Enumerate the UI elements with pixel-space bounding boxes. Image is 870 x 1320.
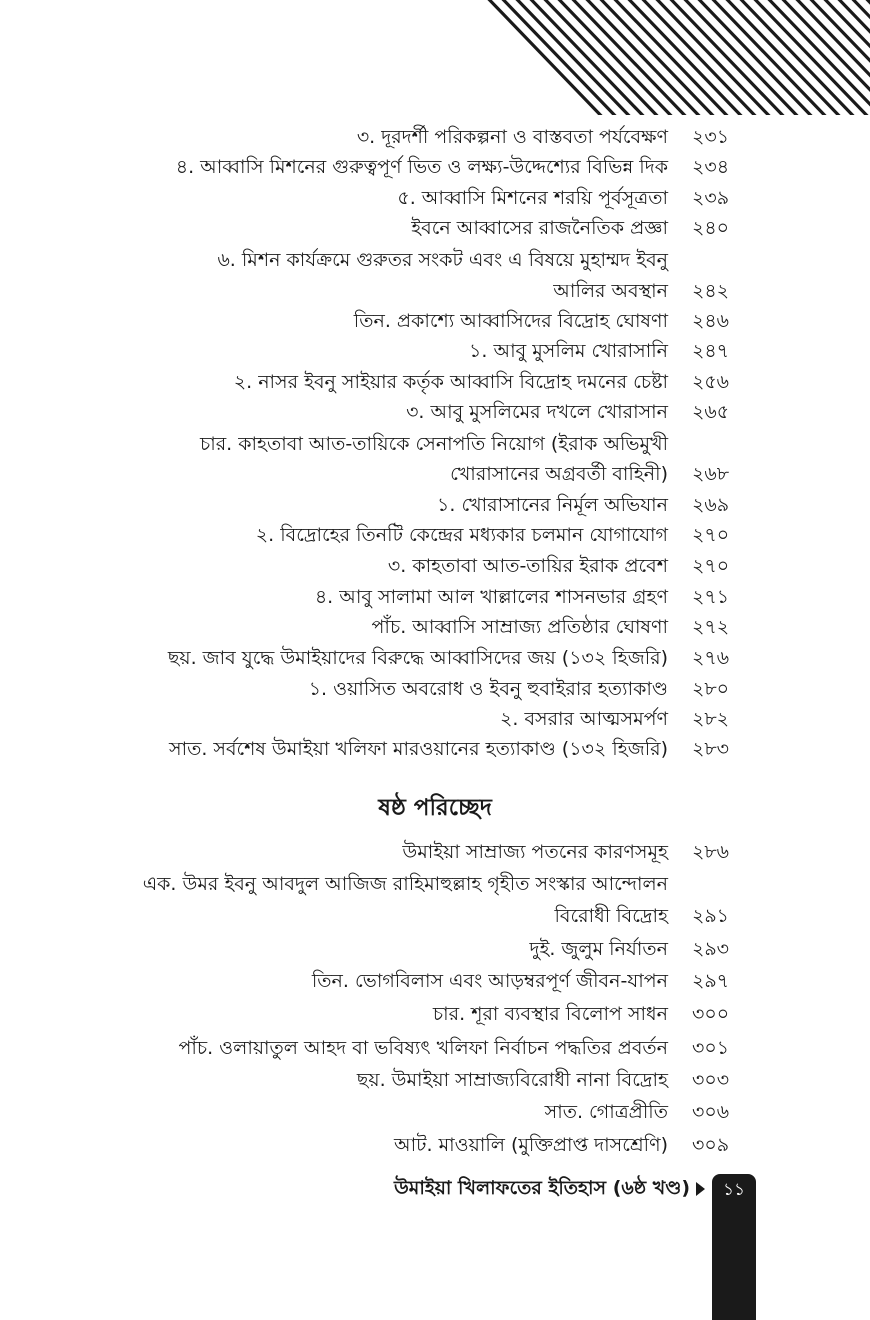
toc-page-number: ২৯৩ [692,938,730,960]
toc-page-number: ২৪০ [692,217,730,239]
toc-entry: ১. ওয়াসিত অবরোধ ও ইবনু হুবাইরার হত্যাকাণ্ড [308,678,668,700]
toc-entry: ১. খোরাসানের নির্মূল অভিযান [437,494,668,516]
toc-page-number: ৩০৬ [692,1101,730,1123]
toc-page-number: ২৩৪ [692,156,730,178]
page-number: ১১ [722,1180,746,1200]
toc-page-number: ৩০১ [692,1037,730,1059]
toc-entry: চার. কাহতাবা আত-তায়িকে সেনাপতি নিয়োগ (ইরাক অভিমুখী [199,433,668,455]
toc-page-number: ২৮৬ [692,841,730,863]
decorative-stripes [480,0,870,115]
toc-page-number: ২৪৬ [692,310,730,332]
toc-entry: পাঁচ. ওলায়াতুল আহদ বা ভবিষ্যৎ খলিফা নির্বাচন পদ্ধতির প্রবর্তন [178,1037,668,1059]
toc-page-number: ২৮২ [692,708,730,730]
triangle-right-icon [696,1182,705,1196]
toc-page-number: ২৪৭ [692,340,730,362]
toc-entry: উমাইয়া সাম্রাজ্য পতনের কারণসমূহ [402,841,668,863]
toc-entry: এক. উমর ইবনু আবদুল আজিজ রাহিমাহুল্লাহ গৃহীত সংস্কার আন্দোলন [142,873,668,895]
toc-entry: সাত. সর্বশেষ উমাইয়া খলিফা মারওয়ানের হত্যাকাণ্ড (১৩২ হিজরি) [169,738,668,760]
toc-entry: তিন. প্রকাশ্যে আব্বাসিদের বিদ্রোহ ঘোষণা [353,310,668,332]
toc-page-number: ২৬৮ [692,463,730,485]
toc-entry: পাঁচ. আব্বাসি সাম্রাজ্য প্রতিষ্ঠার ঘোষণা [371,616,668,638]
toc-entry: ইবনে আব্বাসের রাজনৈতিক প্রজ্ঞা [411,217,668,239]
toc-page-number: ২৫৬ [692,371,730,393]
toc-entry: ৫. আব্বাসি মিশনের শরয়ি পূর্বসূত্রতা [397,187,668,209]
toc-page-number: ২৯৭ [692,970,730,992]
toc-entry: ২. বসরার আত্মসমর্পণ [500,708,668,730]
chapter-heading: ষষ্ঠ পরিচ্ছেদ [378,795,492,821]
toc-entry: খোরাসানের অগ্রবর্তী বাহিনী) [450,463,668,485]
toc-entry: ৬. মিশন কার্যক্রমে গুরুতর সংকট এবং এ বিষয়ে মুহাম্মদ ইবনু [217,249,668,271]
toc-entry: আলির অবস্থান [553,280,668,302]
toc-entry: দুই. জুলুম নির্যাতন [529,938,668,960]
toc-page-number: ২৭০ [692,524,730,546]
toc-page-number: ২৭১ [692,586,730,608]
toc-page-number: ২৭০ [692,555,730,577]
toc-page-number: ৩০০ [692,1003,730,1025]
toc-page-number: ২৮০ [692,678,730,700]
toc-page-number: ২৬৯ [692,494,730,516]
toc-entry: ছয়. উমাইয়া সাম্রাজ্যবিরোধী নানা বিদ্রোহ [356,1069,668,1091]
toc-entry: ২. বিদ্রোহের তিনটি কেন্দ্রের মধ্যকার চলমান যোগাযোগ [255,524,668,546]
toc-entry: ছয়. জাব যুদ্ধে উমাইয়াদের বিরুদ্ধে আব্বাসিদের জয় (১৩২ হিজরি) [167,647,668,669]
toc-entry: চার. শূরা ব্যবস্থার বিলোপ সাধন [432,1003,668,1025]
toc-page-number: ২৪২ [692,280,730,302]
toc-entry: ৪. আবু সালামা আল খাল্লালের শাসনভার গ্রহণ [314,586,668,608]
toc-page-number: ২৩১ [692,126,730,148]
toc-page-number: ২৭৬ [692,647,730,669]
toc-page-number: ২৮৩ [692,738,730,760]
toc-entry: আট. মাওয়ালি (মুক্তিপ্রাপ্ত দাসশ্রেণি) [394,1134,668,1156]
toc-entry: সাত. গোত্রপ্রীতি [544,1101,668,1123]
toc-page-number: ২৯১ [692,905,730,927]
toc-page-number: ২৩৯ [692,187,730,209]
toc-entry: ৪. আব্বাসি মিশনের গুরুত্বপূর্ণ ভিত ও লক্ষ্য-উদ্দেশ্যের বিভিন্ন দিক [175,156,668,178]
toc-entry: ১. আবু মুসলিম খোরাসানি [469,340,668,362]
toc-page-number: ৩০৯ [692,1134,730,1156]
toc-page-number: ২৭২ [692,616,730,638]
toc-page-number: ২৬৫ [692,401,730,423]
toc-entry: তিন. ভোগবিলাস এবং আড়ম্বরপূর্ণ জীবন-যাপন [311,970,668,992]
toc-entry: বিরোধী বিদ্রোহ [554,905,668,927]
toc-page-number: ৩০৩ [692,1069,730,1091]
toc-entry: ৩. কাহতাবা আত-তায়ির ইরাক প্রবেশ [387,555,668,577]
book-title-footer: উমাইয়া খিলাফতের ইতিহাস (৬ষ্ঠ খণ্ড) [393,1177,690,1199]
toc-entry: ৩. দূরদর্শী পরিকল্পনা ও বাস্তবতা পর্যবেক্ষণ [356,126,668,148]
toc-entry: ২. নাসর ইবনু সাইয়ার কর্তৃক আব্বাসি বিদ্রোহ দমনের চেষ্টা [233,371,668,393]
toc-entry: ৩. আবু মুসলিমের দখলে খোরাসান [406,401,668,423]
